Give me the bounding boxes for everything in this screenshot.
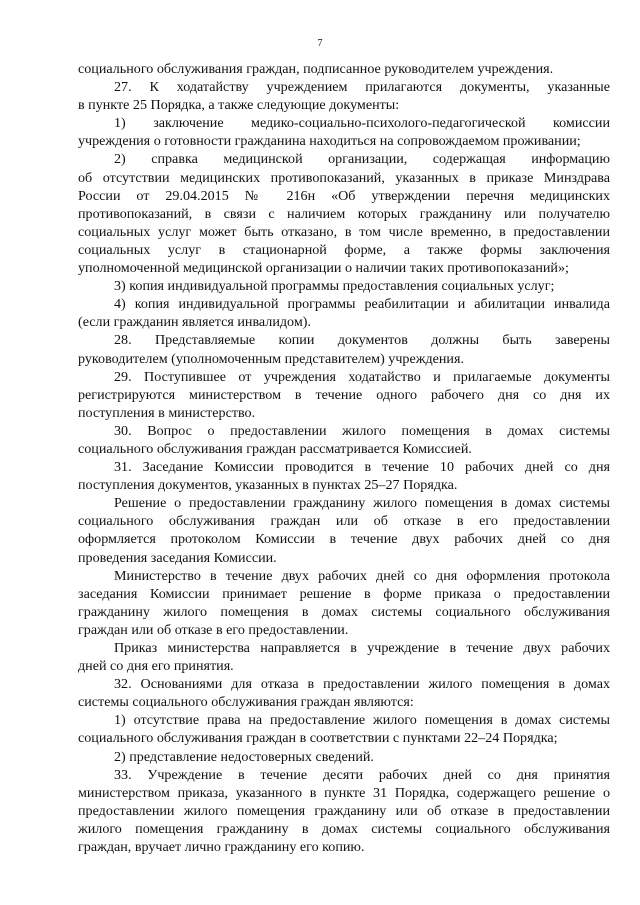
text-line: социального обслуживания граждан, подписанное руководителем учреждения.	[78, 61, 554, 77]
text-line: системы социального обслуживания граждан являются:	[78, 694, 414, 711]
page-number: 7	[317, 38, 323, 49]
text-line: проведения заседания Комиссии.	[78, 549, 277, 566]
text-line: в пункте 25 Порядка, а также следующие документы:	[78, 97, 400, 114]
text-line: уполномоченной медицинской организации о наличии таких противопоказаний»;	[78, 260, 569, 277]
text-line: 28. Представляемые копии документов должны быть заверены	[114, 332, 610, 349]
text-line: 32. Основаниями для отказа в предоставлении жилого помещения в домах	[114, 676, 610, 693]
text-line: 2) представление недостоверных сведений.	[114, 748, 374, 765]
text-line: заседания Комиссии принимает решение в форме приказа о предоставлении	[78, 585, 610, 602]
text-line: (если гражданин является инвалидом).	[78, 314, 311, 331]
text-line: 33. Учреждение в течение десяти рабочих дней со дня принятия	[114, 766, 610, 783]
text-line: гражданину жилого помещения в домах системы социального обслуживания	[78, 603, 610, 620]
text-line: предоставлении жилого помещения гражданину или об отказе в предоставлении	[78, 802, 610, 819]
text-line: 29. Поступившее от учреждения ходатайство и прилагаемые документы	[114, 368, 610, 385]
text-line: социального обслуживания граждан рассматривается Комиссией.	[78, 440, 472, 457]
text-line: оформляется протоколом Комиссии в течение двух рабочих дней со дня	[78, 531, 610, 548]
text-line: граждан, вручает лично гражданину его копию.	[78, 839, 365, 856]
text-line: 4) копия индивидуальной программы реабилитации и абилитации инвалида	[114, 296, 610, 313]
text-line: Приказ министерства направляется в учреждение в течение двух рабочих	[114, 640, 610, 656]
text-line: 30. Вопрос о предоставлении жилого помещения в домах системы	[114, 422, 610, 439]
text-line: министерством приказа, указанного в пункте 31 Порядка, содержащего решение о	[78, 784, 610, 801]
text-line: учреждения о готовности гражданина находиться на сопровождаемом проживании;	[78, 133, 581, 150]
text-line: поступления документов, указанных в пунктах 25–27 Порядка.	[78, 477, 458, 494]
text-line: 1) отсутствие права на предоставление жилого помещения в домах системы	[114, 712, 610, 729]
text-line: 3) копия индивидуальной программы предоставления социальных услуг;	[114, 278, 555, 295]
text-line: 2) справка медицинской организации, содержащая информацию	[114, 151, 610, 168]
text-line: Решение о предоставлении гражданину жилого помещения в домах системы	[114, 495, 610, 512]
text-line: России от 29.04.2015 № 216н «Об утверждении перечня медицинских	[78, 187, 610, 204]
text-line: 27. К ходатайству учреждением прилагаются документы, указанные	[114, 79, 610, 96]
text-line: дней со дня его принятия.	[78, 658, 234, 675]
text-line: противопоказаний, в связи с наличием которых гражданину или получателю	[78, 205, 610, 222]
text-line: 1) заключение медико-социально-психолого-педагогической комиссии	[114, 115, 610, 132]
text-line: граждан или об отказе в его предоставлении.	[78, 621, 349, 638]
text-line: руководителем (уполномоченным представителем) учреждения.	[78, 350, 464, 367]
text-line: социальных услуг в стационарной форме, а также формы заключения	[78, 241, 610, 258]
text-line: жилого помещения гражданину в домах системы социального обслуживания	[78, 820, 610, 837]
text-line: Министерство в течение двух рабочих дней со дня оформления протокола	[114, 567, 610, 584]
text-line: социального обслуживания граждан или об отказе в его предоставлении	[78, 513, 610, 530]
text-line: социального обслуживания граждан в соответствии с пунктами 22–24 Порядка;	[78, 730, 558, 747]
text-line: об отсутствии медицинских противопоказаний, указанных в приказе Минздрава	[78, 169, 610, 186]
text-line: социальных услуг может быть отказано, в том числе временно, в предоставлении	[78, 223, 610, 240]
document-body	[78, 60, 610, 856]
text-line: 31. Заседание Комиссии проводится в течение 10 рабочих дней со дня	[114, 459, 610, 476]
text-line: поступления в министерство.	[78, 404, 256, 421]
text-line: регистрируются министерством в течение одного рабочего дня со дня их	[78, 386, 610, 403]
